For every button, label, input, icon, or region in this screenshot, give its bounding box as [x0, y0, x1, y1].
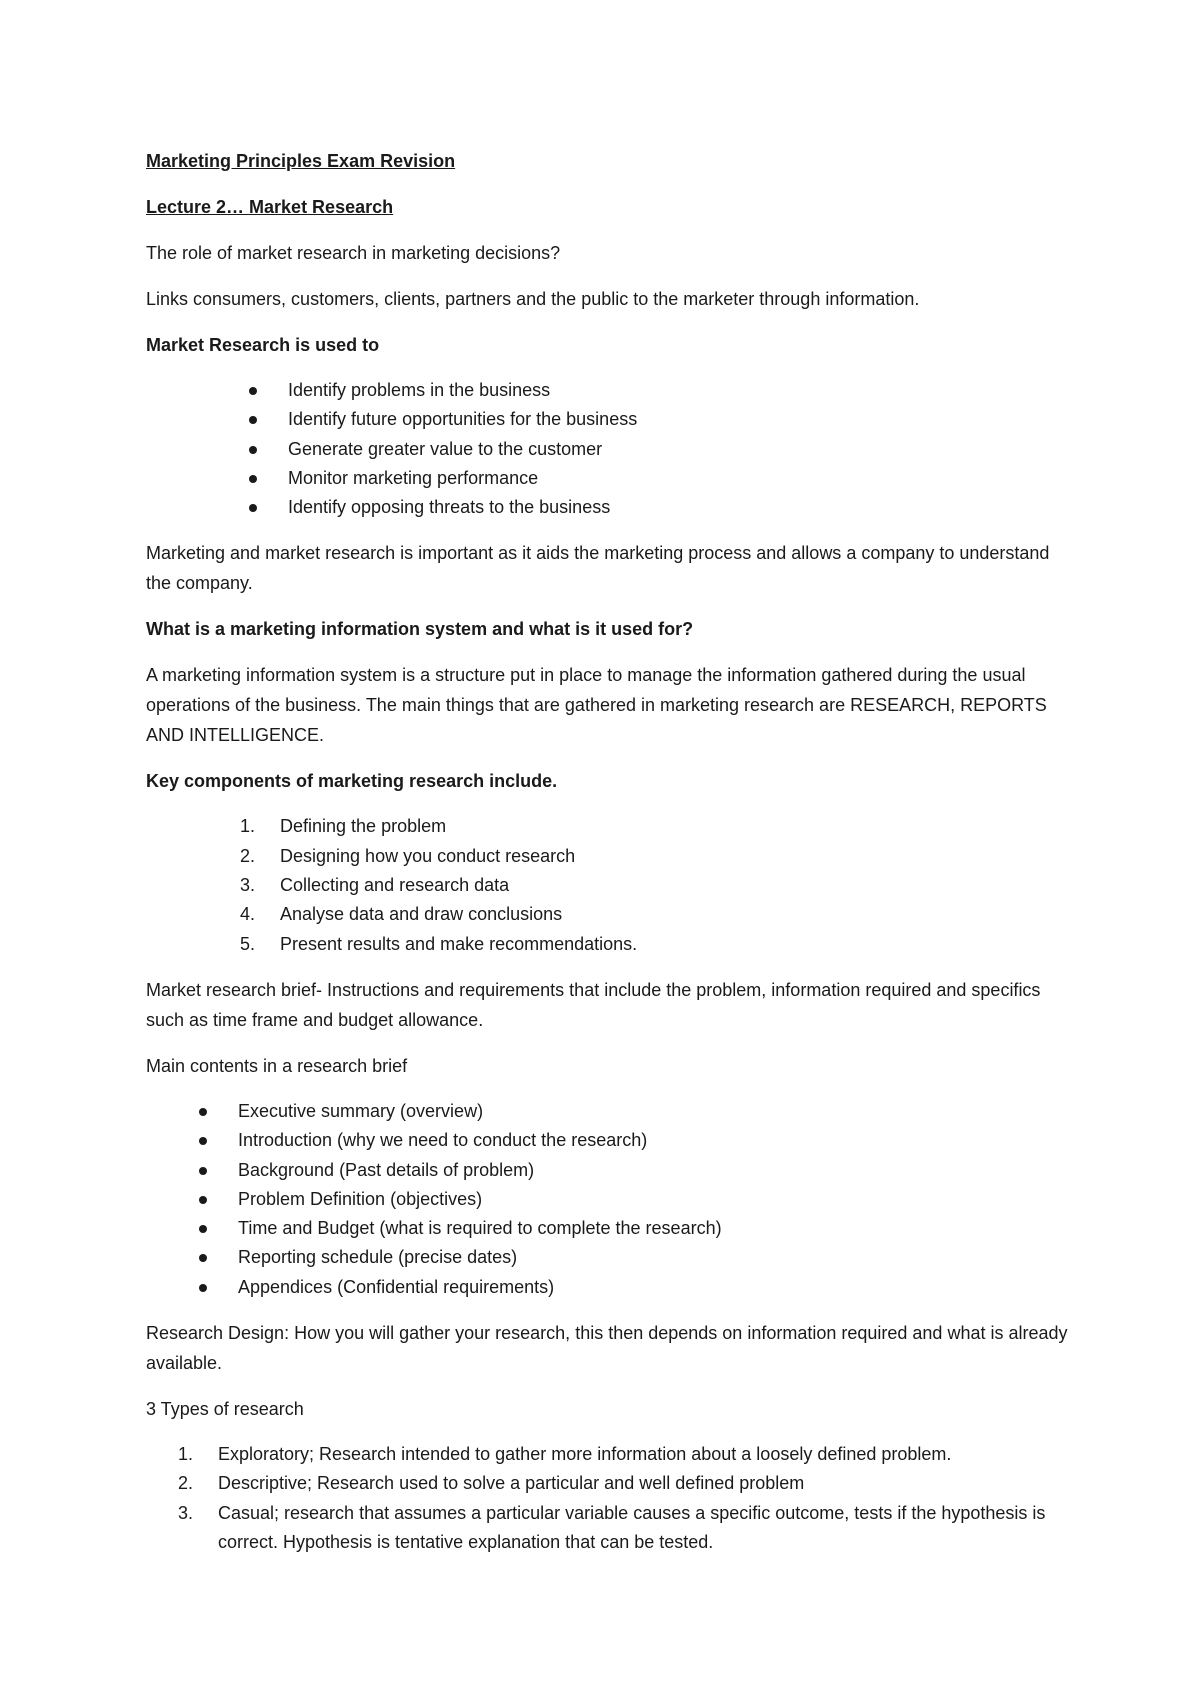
list-item: Identify future opportunities for the business	[288, 405, 1076, 434]
list-item: Problem Definition (objectives)	[238, 1185, 1076, 1214]
list-item: 3. Casual; research that assumes a particular variable causes a specific outcome, tests if the hypothesis is correct. Hypothesis is tentative explanation that can be tested.	[178, 1502, 1046, 1552]
list-item: 5. Present results and make recommendations.	[240, 933, 638, 954]
bullet-icon	[199, 1108, 207, 1116]
list-item: Executive summary (overview)	[238, 1097, 1076, 1126]
list-item: 2. Descriptive; Research used to solve a particular and well defined problem	[178, 1473, 805, 1494]
components-heading: Key components of marketing research include.	[146, 771, 558, 792]
brief-contents-list	[146, 1097, 1076, 1302]
list-item: Identify problems in the business	[288, 376, 1076, 405]
intro-question: The role of market research in marketing decisions?	[146, 243, 561, 263]
list-item: 1. Defining the problem	[240, 816, 447, 837]
document-body	[146, 146, 1076, 1573]
list-item: 1. Exploratory; Research intended to gather more information about a loosely defined problem.	[178, 1444, 952, 1465]
bullet-icon	[199, 1284, 207, 1292]
used-for-heading: Market Research is used to	[146, 335, 380, 355]
list-item: 3. Collecting and research data	[240, 875, 510, 896]
list-item: 2. Designing how you conduct research	[240, 845, 576, 866]
types-heading: 3 Types of research	[146, 1399, 304, 1420]
bullet-icon	[199, 1196, 207, 1204]
brief-paragraph: Market research brief- Instructions and requirements that include the problem, information required and specifics such as time frame and budget allowance.	[146, 979, 1041, 1030]
lecture-heading: Lecture 2… Market Research	[146, 197, 394, 217]
importance-paragraph: Marketing and market research is important as it aids the marketing process and allows a company to understand the company.	[146, 543, 1050, 594]
list-item: Monitor marketing performance	[288, 464, 1076, 493]
bullet-icon	[249, 504, 257, 512]
components-list	[146, 812, 1076, 958]
mis-paragraph: A marketing information system is a structure put in place to manage the information gathered during the usual operations of the business. The main things that are gathered in marketing research are RESEARCH, REPORTS AND INTELLIGENCE.	[146, 665, 1047, 746]
bullet-icon	[249, 416, 257, 424]
bullet-icon	[199, 1137, 207, 1145]
bullet-icon	[249, 387, 257, 395]
list-item: Appendices (Confidential requirements)	[238, 1273, 1076, 1302]
bullet-icon	[199, 1254, 207, 1262]
list-item: Background (Past details of problem)	[238, 1156, 1076, 1185]
bullet-icon	[249, 475, 257, 483]
bullet-icon	[249, 446, 257, 454]
used-for-list	[146, 376, 1076, 522]
list-item: Introduction (why we need to conduct the research)	[238, 1126, 1076, 1155]
bullet-icon	[199, 1167, 207, 1175]
list-item: 4. Analyse data and draw conclusions	[240, 904, 563, 925]
list-item: Time and Budget (what is required to complete the research)	[238, 1214, 1076, 1243]
brief-contents-heading: Main contents in a research brief	[146, 1055, 408, 1076]
types-list	[146, 1440, 1076, 1557]
list-item: Generate greater value to the customer	[288, 435, 1076, 464]
intro-answer: Links consumers, customers, clients, partners and the public to the marketer through information.	[146, 289, 920, 309]
list-item: Identify opposing threats to the business	[288, 493, 1076, 522]
list-item: Reporting schedule (precise dates)	[238, 1243, 1076, 1272]
bullet-icon	[199, 1225, 207, 1233]
document-title: Marketing Principles Exam Revision	[146, 151, 456, 171]
design-paragraph: Research Design: How you will gather your research, this then depends on information required and what is already available.	[146, 1323, 1068, 1374]
mis-heading: What is a marketing information system and what is it used for?	[146, 619, 694, 640]
